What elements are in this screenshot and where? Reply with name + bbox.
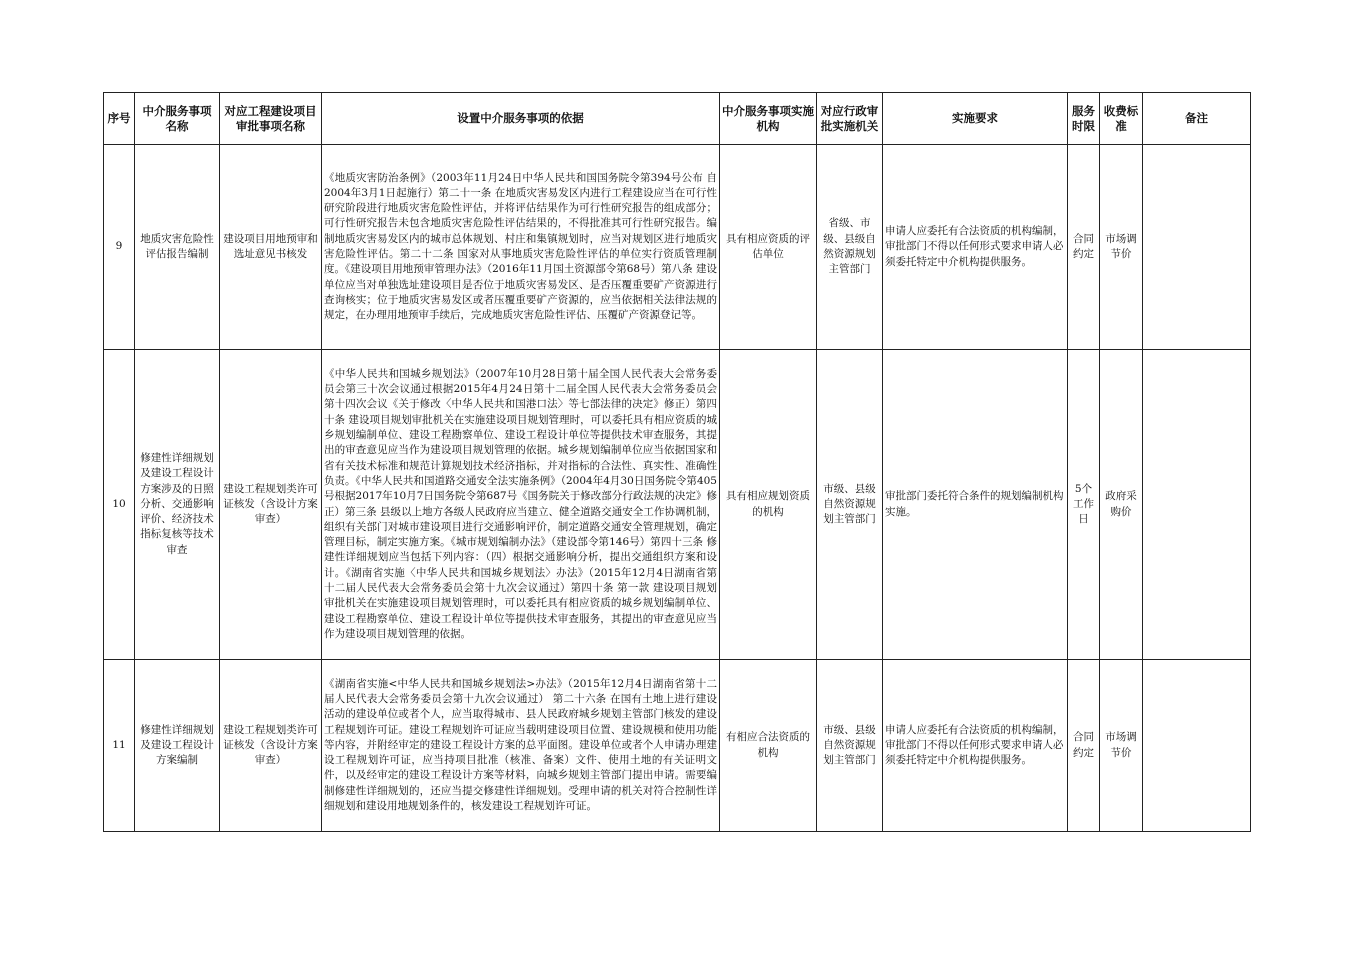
cell-no: 9 <box>104 145 135 350</box>
header-admin: 对应行政审批实施机关 <box>817 93 883 145</box>
cell-admin: 省级、市级、县级自然资源规划主管部门 <box>817 145 883 350</box>
cell-no: 10 <box>104 350 135 660</box>
cell-approval: 建设工程规划类许可证核发（含设计方案审查） <box>220 660 322 832</box>
cell-fee: 政府采购价 <box>1100 350 1143 660</box>
header-item: 中介服务事项名称 <box>135 93 220 145</box>
header-no: 序号 <box>104 93 135 145</box>
header-note: 备注 <box>1143 93 1251 145</box>
cell-no: 11 <box>104 660 135 832</box>
cell-fee: 市场调节价 <box>1100 145 1143 350</box>
cell-time: 5个工作日 <box>1068 350 1100 660</box>
cell-basis: 《地质灾害防治条例》（2003年11月24日中华人民共和国国务院令第394号公布 自2004年3月1日起施行）第二十一条 在地质灾害易发区内进行工程建设应当在可行性研究阶段进行地质灾害危险性评估，并将评估结果作为可行性研究报告的组成部分；可行性研究报告未包含地质灾害危险性评估结果的，不得批准其可行性研究报告。编制地质灾害易发区内的城市总体规划、村庄和集镇规划时，应当对规划区进行地质灾害危险性评估。第二十二条 国家对从事地质灾害危险性评估的单位实行资质管理制度。《建设项目用地预审管理办法》（2016年11月国土资源部令第68号）第八条 建设单位应当对单独选址建设项目是否位于地质灾害易发区、是否压覆重要矿产资源进行查询核实；位于地质灾害易发区或者压覆重要矿产资源的，应当依据相关法律法规的规定，在办理用地预审手续后，完成地质灾害危险性评估、压覆矿产资源登记等。 <box>322 145 720 350</box>
header-fee: 收费标准 <box>1100 93 1143 145</box>
cell-admin: 市级、县级自然资源规划主管部门 <box>817 350 883 660</box>
cell-item: 修建性详细规划及建设工程设计方案涉及的日照分析、交通影响评价、经济技术指标复核等技术审查 <box>135 350 220 660</box>
cell-item: 修建性详细规划及建设工程设计方案编制 <box>135 660 220 832</box>
cell-basis: 《湖南省实施<中华人民共和国城乡规划法>办法》（2015年12月4日湖南省第十二届人民代表大会常务委员会第十九次会议通过） 第二十六条 在国有土地上进行建设活动的建设单位或者个人，应当取得城市、县人民政府城乡规划主管部门核发的建设工程规划许可证。建设工程规划许可证应当载明建设项目位置、建设规模和使用功能等内容，并附经审定的建设工程设计方案的总平面图。建设单位或者个人申请办理建设工程规划许可证，应当持项目批准（核准、备案）文件、使用土地的有关证明文件，以及经审定的建设工程设计方案等材料，向城乡规划主管部门提出申请。需要编制修建性详细规划的，还应当提交修建性详细规划。受理申请的机关对符合控制性详细规划和建设用地规划条件的，核发建设工程规划许可证。 <box>322 660 720 832</box>
header-approval: 对应工程建设项目审批事项名称 <box>220 93 322 145</box>
cell-time: 合同约定 <box>1068 145 1100 350</box>
table-row <box>104 660 1251 832</box>
cell-org: 具有相应资质的评估单位 <box>720 145 817 350</box>
cell-time: 合同约定 <box>1068 660 1100 832</box>
cell-item: 地质灾害危险性评估报告编制 <box>135 145 220 350</box>
header-time: 服务时限 <box>1068 93 1100 145</box>
cell-admin: 市级、县级自然资源规划主管部门 <box>817 660 883 832</box>
table-row <box>104 350 1251 660</box>
cell-org: 有相应合法资质的机构 <box>720 660 817 832</box>
cell-note <box>1143 660 1251 832</box>
cell-req: 审批部门委托符合条件的规划编制机构实施。 <box>883 350 1068 660</box>
cell-note <box>1143 350 1251 660</box>
cell-req: 申请人应委托有合法资质的机构编制，审批部门不得以任何形式要求申请人必须委托特定中介机构提供服务。 <box>883 145 1068 350</box>
cell-basis: 《中华人民共和国城乡规划法》（2007年10月28日第十届全国人民代表大会常务委员会第三十次会议通过根据2015年4月24日第十二届全国人民代表大会常务委员会第十四次会议《关于修改〈中华人民共和国港口法〉等七部法律的决定》修正）第四十条 建设项目规划审批机关在实施建设项目规划管理时，可以委托具有相应资质的城乡规划编制单位、建设工程勘察单位、建设工程设计单位等提供技术审查服务，其提出的审查意见应当作为建设项目规划管理的依据。城乡规划编制单位应当依据国家和省有关技术标准和规范计算规划技术经济指标，并对指标的合法性、真实性、准确性负责。《中华人民共和国道路交通安全法实施条例》（2004年4月30日国务院令第405号根据2017年10月7日国务院令第687号《国务院关于修改部分行政法规的决定》修正）第三条 县级以上地方各级人民政府应当建立、健全道路交通安全工作协调机制，组织有关部门对城市建设项目进行交通影响评价，制定道路交通安全管理规划，确定管理目标，制定实施方案。《城市规划编制办法》（建设部令第146号）第四十三条 修建性详细规划应当包括下列内容：（四）根据交通影响分析，提出交通组织方案和设计。《湖南省实施〈中华人民共和国城乡规划法〉办法》（2015年12月4日湖南省第十二届人民代表大会常务委员会第十九次会议通过）第四十条 第一款 建设项目规划审批机关在实施建设项目规划管理时，可以委托具有相应资质的城乡规划编制单位、建设工程勘察单位、建设工程设计单位等提供技术审查服务，其提出的审查意见应当作为建设项目规划管理的依据。 <box>322 350 720 660</box>
cell-note <box>1143 145 1251 350</box>
header-basis: 设置中介服务事项的依据 <box>322 93 720 145</box>
table-row <box>104 145 1251 350</box>
cell-approval: 建设项目用地预审和选址意见书核发 <box>220 145 322 350</box>
header-row <box>104 93 1251 145</box>
header-org: 中介服务事项实施机构 <box>720 93 817 145</box>
intermediary-services-table <box>103 92 1251 832</box>
cell-req: 申请人应委托有合法资质的机构编制，审批部门不得以任何形式要求申请人必须委托特定中介机构提供服务。 <box>883 660 1068 832</box>
cell-org: 具有相应规划资质的机构 <box>720 350 817 660</box>
cell-fee: 市场调节价 <box>1100 660 1143 832</box>
header-req: 实施要求 <box>883 93 1068 145</box>
cell-approval: 建设工程规划类许可证核发（含设计方案审查） <box>220 350 322 660</box>
